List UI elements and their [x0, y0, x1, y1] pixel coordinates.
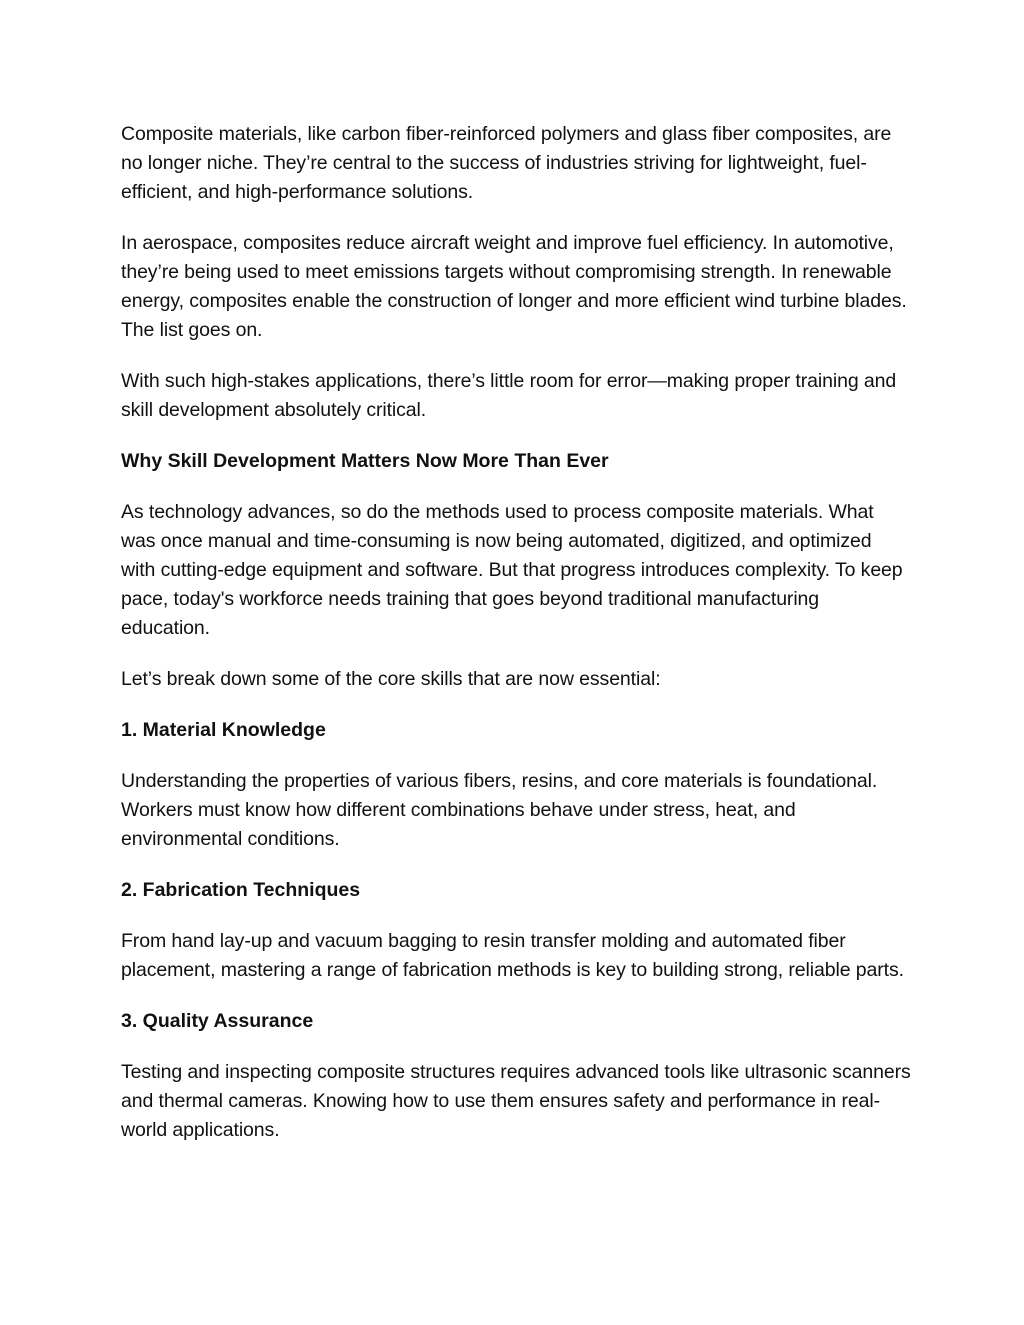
- technology-paragraph: As technology advances, so do the methods used to process composite materials. What was once manual and time-consuming is now being automated, digitized, and optimized with cutting-edge equipment and software. But that progress introduces complexity. To keep pace, today's workforce needs training that goes beyond traditional manufacturing education.: [121, 501, 903, 639]
- stakes-paragraph: With such high-stakes applications, there’s little room for error—making proper training and skill development absolutely critical.: [121, 370, 897, 421]
- core-skills-intro-paragraph: Let’s break down some of the core skills that are now essential:: [121, 668, 661, 690]
- section-heading-quality-assurance: 3. Quality Assurance: [121, 1010, 314, 1032]
- fabrication-techniques-paragraph: From hand lay-up and vacuum bagging to resin transfer molding and automated fiber placement, mastering a range of fabrication methods is key to building strong, reliable parts.: [121, 930, 904, 981]
- material-knowledge-paragraph: Understanding the properties of various fibers, resins, and core materials is foundational. Workers must know how different combinations behave under stress, heat, and environmental conditions.: [121, 770, 878, 850]
- intro-paragraph: Composite materials, like carbon fiber-reinforced polymers and glass fiber composites, are no longer niche. They’re central to the success of industries striving for lightweight, fuel-efficient, and high-performance solutions.: [121, 123, 892, 203]
- document-page: [121, 120, 911, 1167]
- industries-paragraph: In aerospace, composites reduce aircraft weight and improve fuel efficiency. In automotive, they’re being used to meet emissions targets without compromising strength. In renewable energy, composites enable the construction of longer and more efficient wind turbine blades. The list goes on.: [121, 232, 907, 341]
- quality-assurance-paragraph: Testing and inspecting composite structures requires advanced tools like ultrasonic scanners and thermal cameras. Knowing how to use them ensures safety and performance in real-world applications.: [121, 1061, 911, 1141]
- section-heading-material-knowledge: 1. Material Knowledge: [121, 719, 326, 741]
- section-heading-fabrication-techniques: 2. Fabrication Techniques: [121, 879, 361, 901]
- section-heading-skill-development: Why Skill Development Matters Now More Than Ever: [121, 450, 609, 472]
